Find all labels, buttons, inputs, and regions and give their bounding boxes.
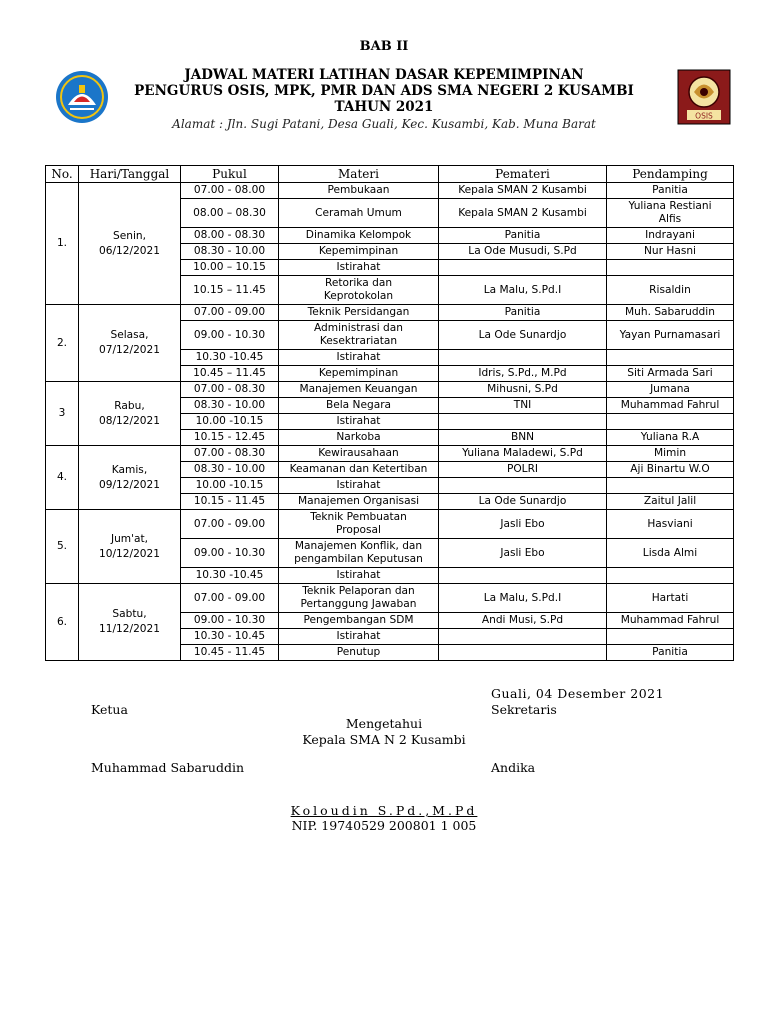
materi-line: Teknik Pembuatan [310, 511, 407, 523]
time-cell: 10.30 -10.45 [181, 350, 279, 366]
pendamping-cell [607, 244, 734, 260]
title-line-3: TAHUN 2021 [334, 99, 434, 115]
time-cell: 10.15 - 11.45 [181, 494, 279, 510]
materi-line: Istirahat [336, 415, 381, 427]
day-number: 6. [46, 584, 79, 661]
pemateri-cell: Kepala SMAN 2 Kusambi [439, 199, 607, 228]
headmaster-title: Kepala SMA N 2 Kusambi [302, 732, 466, 747]
pendamping-cell [607, 260, 734, 276]
col-header-time: Pukul [181, 166, 279, 183]
day-date-cell [79, 305, 181, 382]
materi-cell [279, 629, 439, 645]
pemateri-cell: La Ode Sunardjo [439, 494, 607, 510]
pendamping-line: Lisda Almi [642, 546, 698, 559]
pemateri-cell: TNI [439, 398, 607, 414]
pendamping-line: Indrayani [645, 229, 695, 241]
materi-cell [279, 321, 439, 350]
day-name: Senin, [113, 229, 146, 242]
time-cell: 10.45 - 11.45 [181, 645, 279, 661]
headmaster-name-text: Koloudin S.Pd.,M.Pd [290, 803, 478, 818]
pemateri-cell [439, 645, 607, 661]
osis-logo [677, 69, 731, 125]
pemateri-cell [439, 260, 607, 276]
time-cell: 10.30 - 10.45 [181, 629, 279, 645]
title-line-2: PENGURUS OSIS, MPK, PMR DAN ADS SMA NEGERI 2 KUSAMBI [134, 83, 634, 99]
materi-cell [279, 276, 439, 305]
pendamping-line: Siti Armada Sari [627, 367, 713, 379]
pendamping-line: Hasviani [647, 517, 693, 530]
day-number: 1. [46, 183, 79, 305]
pemateri-cell: La Malu, S.Pd.I [439, 584, 607, 613]
pemateri-cell: Mihusni, S.Pd [439, 382, 607, 398]
pendamping-line: Mimin [653, 447, 687, 459]
day-number: 5. [46, 510, 79, 584]
materi-line: Manajemen Konflik, dan [294, 540, 423, 552]
day-name: Sabtu, [112, 608, 147, 620]
materi-cell [279, 350, 439, 366]
time-cell: 08.00 - 08.30 [181, 228, 279, 244]
pendamping-cell [607, 645, 734, 661]
materi-cell [279, 462, 439, 478]
time-cell: 07.00 - 09.00 [181, 584, 279, 613]
materi-line: Proposal [336, 524, 381, 536]
chapter-label: BAB II [359, 39, 409, 54]
day-date: 10/12/2021 [98, 547, 161, 560]
day-name: Kamis, [111, 463, 148, 476]
pendamping-cell [607, 183, 734, 199]
table-row [46, 510, 734, 539]
materi-line: Manajemen Organisasi [297, 495, 420, 507]
materi-line: pengambilan Keputusan [294, 553, 423, 565]
day-number: 4. [46, 446, 79, 510]
time-cell: 08.00 – 08.30 [181, 199, 279, 228]
pemateri-cell: Jasli Ebo [439, 510, 607, 539]
day-date: 09/12/2021 [98, 478, 161, 491]
day-date-cell [79, 446, 181, 510]
pendamping-cell [607, 382, 734, 398]
col-header-day: Hari/Tanggal [79, 166, 181, 183]
pemateri-cell [439, 414, 607, 430]
materi-cell [279, 414, 439, 430]
chair-role: Ketua [91, 702, 128, 717]
materi-cell [279, 446, 439, 462]
col-header-pemateri: Pemateri [439, 166, 607, 183]
day-number: 2. [46, 305, 79, 382]
secretary-name: Andika [491, 760, 536, 775]
pemateri-cell [439, 478, 607, 494]
pendamping-line: Panitia [652, 646, 688, 658]
pendamping-line: Muhammad Fahrul [620, 399, 720, 411]
pendamping-line: Risaldin [649, 283, 691, 296]
pendamping-cell [607, 629, 734, 645]
col-header-materi: Materi [279, 166, 439, 183]
materi-cell [279, 510, 439, 539]
materi-cell [279, 228, 439, 244]
pendamping-cell [607, 478, 734, 494]
materi-cell [279, 478, 439, 494]
place-date: Guali, 04 Desember 2021 [491, 686, 665, 701]
pendamping-line: Panitia [652, 184, 688, 196]
chair-name: Muhammad Sabaruddin [91, 760, 245, 775]
pendamping-cell [607, 510, 734, 539]
pemateri-cell: Panitia [439, 305, 607, 321]
pemateri-cell: Jasli Ebo [439, 539, 607, 568]
time-cell: 10.45 – 11.45 [181, 366, 279, 382]
pendamping-cell [607, 350, 734, 366]
table-row [46, 382, 734, 398]
pendamping-line: Nur Hasni [644, 245, 696, 257]
materi-line: Istirahat [336, 479, 381, 491]
materi-cell [279, 613, 439, 629]
pendamping-cell [607, 276, 734, 305]
pemateri-cell: Yuliana Maladewi, S.Pd [439, 446, 607, 462]
pemateri-cell: La Malu, S.Pd.I [439, 276, 607, 305]
materi-line: Dinamika Kelompok [305, 229, 412, 241]
pendamping-line: Yuliana Restiani [628, 200, 712, 212]
day-name: Selasa, [110, 329, 149, 341]
pendamping-line: Hartati [651, 591, 689, 604]
materi-line: Teknik Pelaporan dan [302, 585, 415, 597]
pemateri-cell: La Ode Musudi, S.Pd [439, 244, 607, 260]
materi-cell [279, 382, 439, 398]
time-cell: 08.30 - 10.00 [181, 462, 279, 478]
table-row [46, 305, 734, 321]
day-date-cell [79, 584, 181, 661]
materi-line: Manajemen Keuangan [299, 383, 418, 395]
materi-cell [279, 183, 439, 199]
materi-cell [279, 244, 439, 260]
osis-logo-text: OSIS [695, 111, 713, 121]
pendamping-line: Aji Binartu W.O [630, 463, 710, 475]
time-cell: 10.00 -10.15 [181, 414, 279, 430]
materi-cell [279, 305, 439, 321]
materi-line: Pembukaan [327, 184, 390, 196]
pendamping-cell [607, 199, 734, 228]
school-address: Alamat : Jln. Sugi Patani, Desa Guali, Kec. Kusambi, Kab. Muna Barat [172, 117, 596, 131]
col-header-no: No. [46, 166, 79, 183]
pendamping-cell [607, 494, 734, 510]
materi-cell [279, 539, 439, 568]
day-date-cell [79, 510, 181, 584]
materi-cell [279, 584, 439, 613]
materi-cell [279, 199, 439, 228]
materi-line: Pengembangan SDM [303, 614, 414, 626]
materi-line: Kewirausahaan [318, 447, 399, 459]
headmaster-nip: NIP. 19740529 200801 1 005 [291, 818, 477, 833]
materi-line: Bela Negara [325, 399, 392, 411]
col-header-pendamping: Pendamping [607, 166, 734, 183]
pendamping-cell [607, 305, 734, 321]
materi-cell [279, 645, 439, 661]
pendamping-line: Alfis [658, 213, 682, 225]
pemateri-cell: POLRI [439, 462, 607, 478]
table-row [46, 183, 734, 199]
materi-line: Keprotokolan [323, 290, 394, 302]
pemateri-cell: La Ode Sunardjo [439, 321, 607, 350]
pendamping-cell [607, 613, 734, 629]
acknowledge-label: Mengetahui [345, 716, 423, 731]
materi-cell [279, 366, 439, 382]
pendamping-line: Muhammad Fahrul [620, 614, 720, 626]
pemateri-cell [439, 629, 607, 645]
pemateri-cell: Kepala SMAN 2 Kusambi [439, 183, 607, 199]
materi-line: Keamanan dan Ketertiban [289, 463, 428, 475]
pendamping-cell [607, 584, 734, 613]
materi-line: Kesektrariatan [319, 335, 398, 347]
pendamping-cell [607, 321, 734, 350]
pendamping-line: Jumana [650, 383, 690, 395]
pendamping-cell [607, 414, 734, 430]
pemateri-cell: BNN [439, 430, 607, 446]
pendamping-cell [607, 446, 734, 462]
day-date-cell [79, 183, 181, 305]
pendamping-cell [607, 430, 734, 446]
materi-line: Retorika dan [324, 277, 393, 289]
pemateri-cell: Idris, S.Pd., M.Pd [439, 366, 607, 382]
pendamping-cell [607, 568, 734, 584]
day-date: 08/12/2021 [98, 414, 161, 427]
materi-line: Kepemimpinan [318, 367, 399, 379]
time-cell: 09.00 - 10.30 [181, 539, 279, 568]
pendamping-cell [607, 462, 734, 478]
pendamping-line: Muh. Sabaruddin [625, 306, 715, 318]
time-cell: 08.30 - 10.00 [181, 398, 279, 414]
materi-cell [279, 568, 439, 584]
pemateri-cell: Andi Musi, S.Pd [439, 613, 607, 629]
pendamping-cell [607, 228, 734, 244]
pendamping-line: Yayan Purnamasari [619, 328, 721, 341]
time-cell: 09.00 - 10.30 [181, 321, 279, 350]
osis-emblem [677, 69, 731, 125]
pemateri-cell [439, 350, 607, 366]
time-cell: 09.00 - 10.30 [181, 613, 279, 629]
pendamping-line: Zaitul Jalil [643, 495, 697, 507]
schedule-table [45, 165, 734, 661]
materi-line: Teknik Persidangan [307, 306, 410, 318]
materi-cell [279, 430, 439, 446]
time-cell: 07.00 - 08.30 [181, 446, 279, 462]
materi-line: Ceramah Umum [315, 206, 402, 219]
time-cell: 07.00 - 08.30 [181, 382, 279, 398]
materi-cell [279, 260, 439, 276]
pendamping-cell [607, 539, 734, 568]
title-line-1: JADWAL MATERI LATIHAN DASAR KEPEMIMPINAN [184, 67, 584, 83]
pemateri-cell: Panitia [439, 228, 607, 244]
materi-line: Kepemimpinan [318, 245, 399, 257]
day-date: 11/12/2021 [98, 623, 161, 635]
day-date: 06/12/2021 [98, 244, 161, 257]
materi-line: Penutup [336, 646, 381, 658]
time-cell: 10.15 - 12.45 [181, 430, 279, 446]
pendamping-line: Yuliana R.A [640, 431, 700, 443]
time-cell: 07.00 - 09.00 [181, 510, 279, 539]
day-name: Jum'at, [110, 532, 149, 545]
secretary-role: Sekretaris [491, 702, 557, 717]
pendamping-cell [607, 398, 734, 414]
time-cell: 10.00 -10.15 [181, 478, 279, 494]
table-header-row [46, 166, 734, 183]
time-cell: 07.00 - 08.00 [181, 183, 279, 199]
time-cell: 10.15 – 11.45 [181, 276, 279, 305]
pemateri-cell [439, 568, 607, 584]
time-cell: 10.30 -10.45 [181, 568, 279, 584]
day-date: 07/12/2021 [98, 344, 161, 356]
materi-cell [279, 398, 439, 414]
materi-line: Administrasi dan [314, 322, 403, 334]
materi-line: Istirahat [336, 569, 381, 581]
day-name: Rabu, [114, 399, 145, 412]
time-cell: 08.30 - 10.00 [181, 244, 279, 260]
pendamping-cell [607, 366, 734, 382]
time-cell: 07.00 - 09.00 [181, 305, 279, 321]
day-number: 3 [46, 382, 79, 446]
day-date-cell [79, 382, 181, 446]
table-row [46, 446, 734, 462]
materi-cell [279, 494, 439, 510]
materi-line: Pertanggung Jawaban [300, 598, 417, 610]
materi-line: Istirahat [336, 630, 381, 642]
materi-line: Istirahat [336, 261, 381, 273]
headmaster-name [0, 803, 768, 818]
table-row [46, 584, 734, 613]
time-cell: 10.00 – 10.15 [181, 260, 279, 276]
materi-line: Narkoba [336, 431, 381, 443]
materi-line: Istirahat [336, 351, 381, 363]
